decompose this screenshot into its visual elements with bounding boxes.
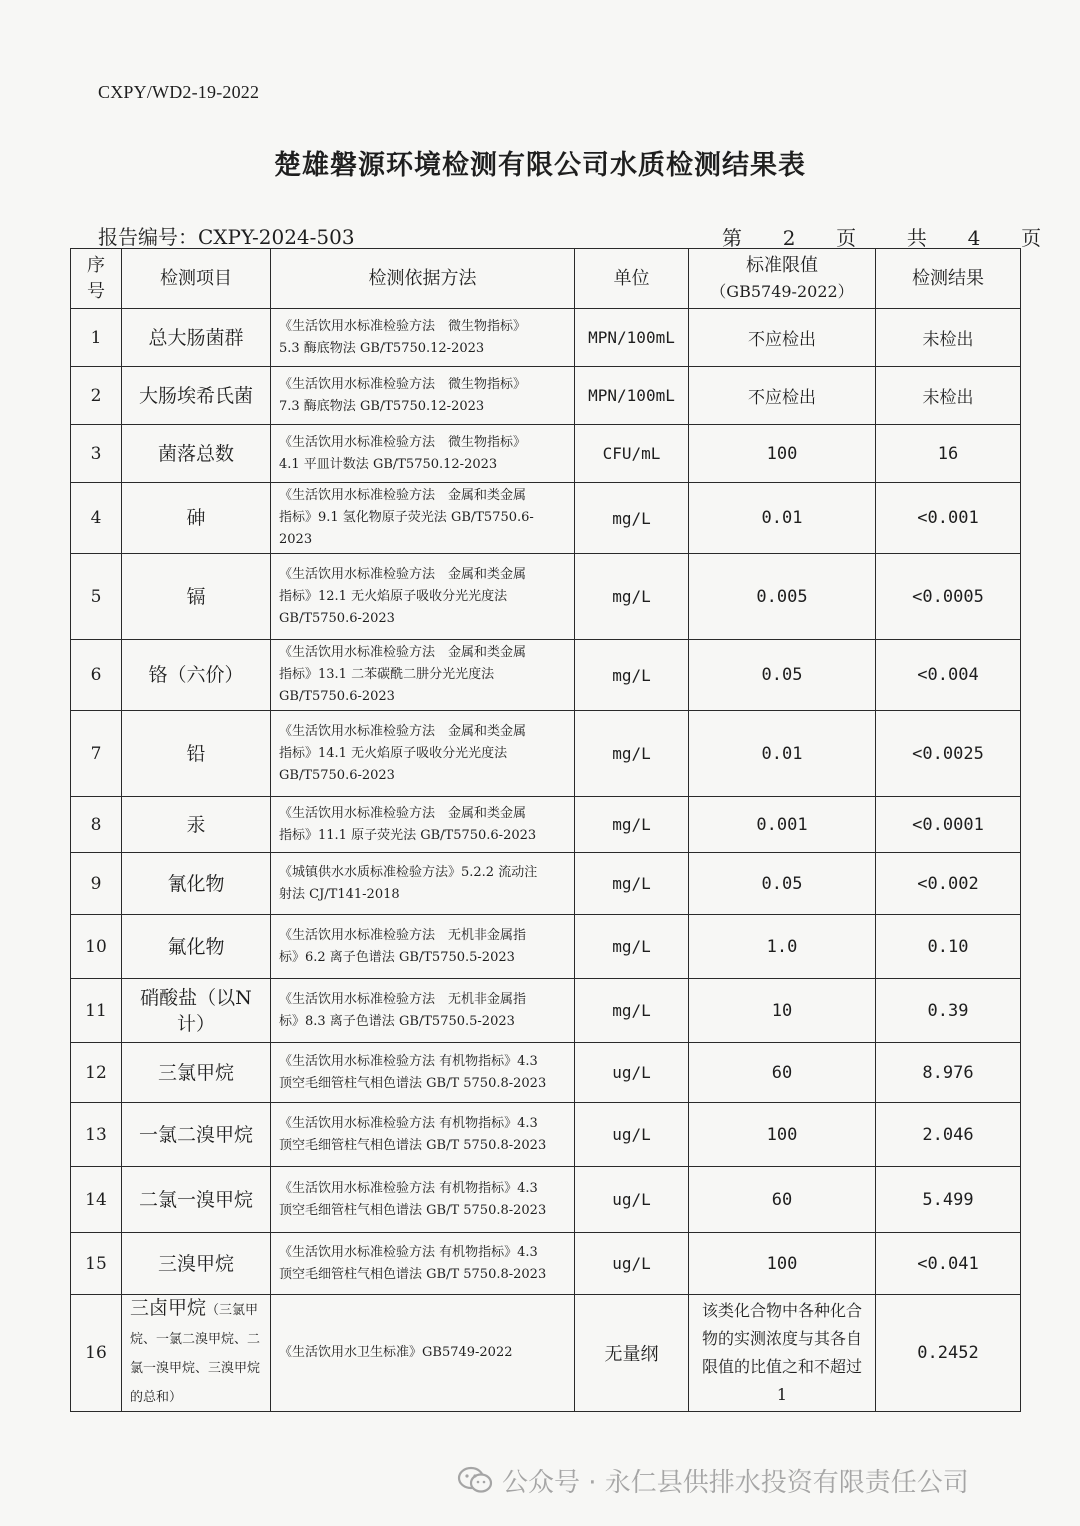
cell-item: 菌落总数 [122,425,271,483]
cell-result: 16 [876,425,1021,483]
cell-method [271,711,575,797]
cell-no: 16 [71,1295,122,1412]
cell-unit: 无量纲 [575,1295,689,1412]
method-line: 指标》14.1 无火焰原子吸收分光光度法 [279,745,508,761]
table-row [71,483,1021,554]
method-line: 顶空毛细管柱气相色谱法 GB/T 5750.8-2023 [279,1266,547,1282]
col-header-unit: 单位 [575,249,689,309]
method-line: 顶空毛细管柱气相色谱法 GB/T 5750.8-2023 [279,1137,547,1153]
cell-result: 5.499 [876,1167,1021,1233]
cell-method [271,979,575,1043]
method-line: 标》8.3 离子色谱法 GB/T5750.5-2023 [279,1013,515,1029]
cell-result: 未检出 [876,367,1021,425]
table-row [71,915,1021,979]
cell-no: 7 [71,711,122,797]
cell-limit: 不应检出 [689,309,876,367]
cell-limit: 10 [689,979,876,1043]
col-header-limit-line2: （GB5749-2022） [710,281,854,301]
page-title: 楚雄磐源环境检测有限公司水质检测结果表 [274,150,806,181]
cell-item: 砷 [122,483,271,554]
cell-item: 氰化物 [122,853,271,915]
cell-method [271,1103,575,1167]
method-line: GB/T5750.6-2023 [279,689,395,704]
method-line: 《生活饮用水标准检验方法 有机物指标》4.3 [279,1115,538,1131]
cell-item: 镉 [122,554,271,640]
cell-limit: 0.05 [689,640,876,711]
method-line: 顶空毛细管柱气相色谱法 GB/T 5750.8-2023 [279,1075,547,1091]
cell-limit: 0.01 [689,711,876,797]
table-row [71,1233,1021,1295]
method-line: 指标》13.1 二苯碳酰二肼分光光度法 [279,667,495,682]
cell-unit: mg/L [575,853,689,915]
cell-limit: 0.05 [689,853,876,915]
col-header-no: 序号 [71,249,122,309]
cell-no: 9 [71,853,122,915]
document-code: CXPY/WD2-19-2022 [98,82,260,102]
method-line: 7.3 酶底物法 GB/T5750.12-2023 [279,398,485,414]
cell-item: 硝酸盐（以N计） [122,979,271,1043]
cell-item: 三氯甲烷 [122,1043,271,1103]
cell-no: 12 [71,1043,122,1103]
cell-item: 三溴甲烷 [122,1233,271,1295]
method-line: 指标》9.1 氢化物原子荧光法 GB/T5750.6-2023 [279,510,534,547]
cell-no: 4 [71,483,122,554]
cell-unit: MPN/100mL [575,309,689,367]
method-line: 《生活饮用水卫生标准》GB5749-2022 [279,1345,513,1360]
cell-result: 0.2452 [876,1295,1021,1412]
cell-item: 铬（六价） [122,640,271,711]
cell-result: <0.004 [876,640,1021,711]
table-row [71,309,1021,367]
cell-result: <0.0005 [876,554,1021,640]
cell-item: 铅 [122,711,271,797]
cell-result: 2.046 [876,1103,1021,1167]
method-line: 《生活饮用水标准检验方法 无机非金属指 [279,991,527,1007]
cell-limit: 100 [689,1103,876,1167]
cell-result: <0.0001 [876,797,1021,853]
method-line: 《生活饮用水标准检验方法 微生物指标》 [279,318,527,334]
cell-method [271,797,575,853]
cell-no: 8 [71,797,122,853]
method-line: 射法 CJ/T141-2018 [279,886,400,902]
table-row [71,367,1021,425]
cell-limit: 1.0 [689,915,876,979]
col-header-limit [689,249,876,309]
cell-item: 总大肠菌群 [122,309,271,367]
cell-limit: 该类化合物中各种化合物的实测浓度与其各自限值的比值之和不超过 1 [689,1295,876,1412]
cell-item: 大肠埃希氏菌 [122,367,271,425]
method-line: 顶空毛细管柱气相色谱法 GB/T 5750.8-2023 [279,1202,547,1218]
method-line: 指标》11.1 原子荧光法 GB/T5750.6-2023 [279,827,537,843]
cell-result: <0.041 [876,1233,1021,1295]
cell-unit: mg/L [575,711,689,797]
cell-method [271,1233,575,1295]
cell-limit: 100 [689,425,876,483]
cell-no: 2 [71,367,122,425]
table-row [71,853,1021,915]
cell-method [271,853,575,915]
cell-limit: 不应检出 [689,367,876,425]
table-row [71,640,1021,711]
cell-method [271,367,575,425]
method-line: 《生活饮用水标准检验方法 微生物指标》 [279,434,527,450]
cell-unit: mg/L [575,915,689,979]
table-row [71,554,1021,640]
method-line: 《城镇供水水质标准检验方法》5.2.2 流动注 [279,864,538,880]
report-number: 报告编号：CXPY-2024-503 [98,225,355,249]
cell-limit: 0.001 [689,797,876,853]
page-label: 页 [1021,226,1042,250]
cell-method [271,1167,575,1233]
cell-no: 11 [71,979,122,1043]
cell-unit: MPN/100mL [575,367,689,425]
cell-no: 3 [71,425,122,483]
table-row [71,1103,1021,1167]
cell-limit: 0.005 [689,554,876,640]
wechat-icon [456,1465,496,1495]
cell-method [271,309,575,367]
cell-no: 15 [71,1233,122,1295]
page-label: 第 [722,226,742,250]
cell-method [271,640,575,711]
table-row [71,1043,1021,1103]
table-row [71,1167,1021,1233]
results-table [70,248,1021,1412]
col-header-limit-line1: 标准限值 [746,254,818,276]
cell-unit: mg/L [575,797,689,853]
cell-unit: mg/L [575,979,689,1043]
method-line: 《生活饮用水标准检验方法 有机物指标》4.3 [279,1053,538,1069]
cell-result: <0.0025 [876,711,1021,797]
cell-item: 氟化物 [122,915,271,979]
table-row [71,425,1021,483]
cell-no: 14 [71,1167,122,1233]
cell-no: 6 [71,640,122,711]
table-row [71,979,1021,1043]
cell-no: 1 [71,309,122,367]
cell-result: <0.002 [876,853,1021,915]
cell-limit: 0.01 [689,483,876,554]
page-current: 2 [782,226,796,250]
cell-item [122,1295,271,1412]
page-indicator [722,222,1041,251]
method-line: 4.1 平皿计数法 GB/T5750.12-2023 [279,456,498,472]
method-line: 《生活饮用水标准检验方法 微生物指标》 [279,376,527,392]
cell-item: 一氯二溴甲烷 [122,1103,271,1167]
col-header-item: 检测项目 [122,249,271,309]
cell-unit: ug/L [575,1103,689,1167]
cell-method [271,554,575,640]
watermark-text: 公众号 · 永仁县供排水投资有限责任公司 [502,1468,969,1498]
cell-unit: ug/L [575,1233,689,1295]
cell-unit: CFU/mL [575,425,689,483]
cell-no: 10 [71,915,122,979]
method-line: 《生活饮用水标准检验方法 金属和类金属 [279,488,527,503]
cell-method [271,425,575,483]
cell-unit: mg/L [575,554,689,640]
method-line: GB/T5750.6-2023 [279,610,395,626]
page-label: 页 [836,226,857,250]
cell-limit: 100 [689,1233,876,1295]
cell-result: 0.39 [876,979,1021,1043]
cell-method [271,1043,575,1103]
method-line: 《生活饮用水标准检验方法 金属和类金属 [279,645,527,660]
cell-limit: 60 [689,1167,876,1233]
page-total: 4 [967,226,981,250]
table-row [71,797,1021,853]
cell-unit: ug/L [575,1167,689,1233]
cell-no: 13 [71,1103,122,1167]
table-row [71,1295,1021,1412]
col-header-method: 检测依据方法 [271,249,575,309]
method-line: 《生活饮用水标准检验方法 无机非金属指 [279,927,527,943]
page-label: 共 [906,226,927,250]
table-header-row [71,249,1021,309]
method-line: 指标》12.1 无火焰原子吸收分光光度法 [279,588,508,604]
cell-item: 汞 [122,797,271,853]
cell-unit: ug/L [575,1043,689,1103]
cell-unit: mg/L [575,483,689,554]
item-note: （三氯甲烷、一氯二溴甲烷、二氯一溴甲烷、三溴甲烷的总和） [130,1303,261,1405]
cell-limit: 60 [689,1043,876,1103]
method-line: 标》6.2 离子色谱法 GB/T5750.5-2023 [279,949,515,965]
method-line: 《生活饮用水标准检验方法 有机物指标》4.3 [279,1180,538,1196]
method-line: 《生活饮用水标准检验方法 金属和类金属 [279,805,527,821]
cell-unit: mg/L [575,640,689,711]
method-line: 《生活饮用水标准检验方法 金属和类金属 [279,723,527,739]
method-line: 《生活饮用水标准检验方法 金属和类金属 [279,566,527,582]
cell-method [271,1295,575,1412]
cell-no: 5 [71,554,122,640]
item-main: 三卤甲烷 [130,1297,207,1319]
method-line: 5.3 酶底物法 GB/T5750.12-2023 [279,340,485,356]
method-line: GB/T5750.6-2023 [279,767,395,783]
cell-method [271,915,575,979]
method-line: 《生活饮用水标准检验方法 有机物指标》4.3 [279,1244,538,1260]
col-header-result: 检测结果 [876,249,1021,309]
cell-result: <0.001 [876,483,1021,554]
cell-method [271,483,575,554]
cell-result: 0.10 [876,915,1021,979]
table-row [71,711,1021,797]
cell-item: 二氯一溴甲烷 [122,1167,271,1233]
cell-result: 未检出 [876,309,1021,367]
cell-result: 8.976 [876,1043,1021,1103]
